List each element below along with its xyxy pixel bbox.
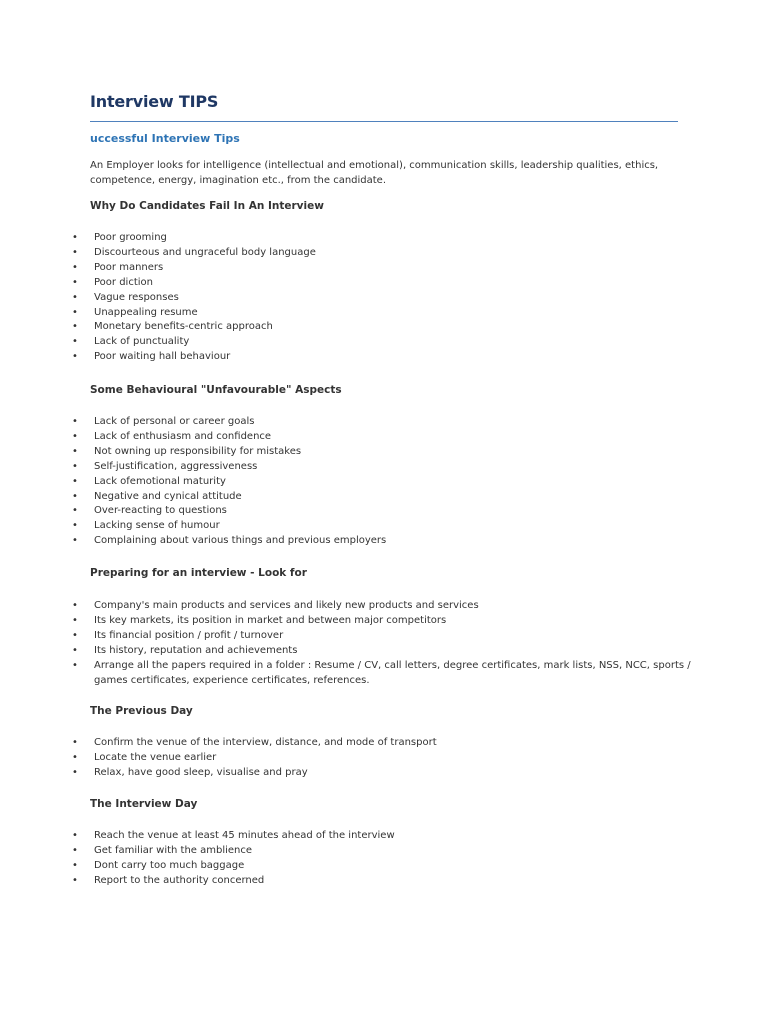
list-item-text: Negative and cynical attitude — [94, 490, 242, 502]
list-item-text: Poor manners — [94, 261, 164, 273]
list-item-text: Its key markets, its position in market and between major competitors — [94, 614, 447, 626]
list-item-text: Confirm the venue of the interview, distance, and mode of transport — [94, 737, 437, 748]
list-item — [72, 350, 692, 365]
list-item-text: Self-justification, aggressiveness — [94, 460, 258, 472]
list-item — [72, 261, 692, 276]
bullet-icon: • — [72, 874, 78, 886]
list-item — [72, 859, 692, 874]
section-heading-interview-day: The Interview Day — [90, 798, 198, 810]
bullet-icon: • — [72, 520, 78, 532]
section-heading-unfavourable-aspects: Some Behavioural "Unfavourable" Aspects — [90, 384, 342, 396]
list-item — [72, 490, 692, 505]
list-item-text: Its financial position / profit / turnover — [94, 629, 284, 641]
list-item — [72, 614, 692, 629]
bullet-icon: • — [72, 629, 78, 641]
list-item — [72, 736, 692, 751]
list-item-text: Locate the venue earlier — [94, 751, 217, 763]
bullet-icon: • — [72, 859, 78, 871]
list-item — [72, 415, 692, 430]
page-title: Interview TIPS — [90, 92, 219, 111]
bullet-icon: • — [72, 306, 78, 318]
list-item — [72, 460, 692, 475]
list-item-text: Lack of enthusiasm and confidence — [94, 430, 272, 442]
bullet-icon: • — [72, 505, 78, 517]
bullet-icon: • — [72, 644, 78, 656]
bullet-icon: • — [72, 291, 78, 303]
section-heading-preparing: Preparing for an interview - Look for — [90, 567, 307, 579]
bullet-icon: • — [72, 535, 78, 547]
list-item — [72, 504, 692, 519]
list-item — [72, 629, 692, 644]
bullet-icon: • — [72, 766, 78, 778]
list-item-text: Poor diction — [94, 276, 153, 288]
list-item — [72, 534, 692, 549]
list-item — [72, 751, 692, 766]
list-item-text: Lack of personal or career goals — [94, 416, 255, 427]
intro-paragraph: An Employer looks for intelligence (intellectual and emotional), communication skills, leadership qualities, ethics, competence, energy, imagination etc., from the candidate. — [90, 160, 659, 186]
list-item — [72, 599, 692, 614]
list-item-text: Complaining about various things and previous employers — [94, 535, 387, 547]
list-item — [72, 445, 692, 460]
list-item — [72, 246, 692, 261]
bullet-icon: • — [72, 351, 78, 363]
section-heading-why-fail: Why Do Candidates Fail In An Interview — [90, 200, 324, 212]
list-item — [72, 276, 692, 291]
list-item-text: Dont carry too much baggage — [94, 859, 245, 871]
list-item — [72, 844, 692, 859]
list-item-text: Over-reacting to questions — [94, 505, 227, 517]
list-item-text: Lack of punctuality — [94, 336, 190, 348]
list-item — [72, 430, 692, 445]
list-item-text: Get familiar with the amblience — [94, 844, 253, 856]
list-item-text: Monetary benefits-centric approach — [94, 321, 273, 333]
bullet-icon: • — [72, 336, 78, 348]
list-item-text: Poor grooming — [94, 232, 167, 243]
bullet-icon: • — [72, 659, 78, 671]
bullet-icon: • — [72, 600, 78, 611]
list-item — [72, 519, 692, 534]
list-item — [72, 320, 692, 335]
bullet-icon: • — [72, 844, 78, 856]
bullet-list-previous-day — [72, 736, 692, 781]
list-item — [72, 475, 692, 490]
list-item-text: Relax, have good sleep, visualise and pray — [94, 766, 308, 778]
list-item-text: Lacking sense of humour — [94, 520, 220, 532]
bullet-list-interview-day — [72, 829, 692, 889]
bullet-icon: • — [72, 751, 78, 763]
bullet-icon: • — [72, 460, 78, 472]
bullet-icon: • — [72, 475, 78, 487]
bullet-icon: • — [72, 445, 78, 457]
list-item-text: Reach the venue at least 45 minutes ahead of the interview — [94, 830, 395, 841]
list-item — [72, 766, 692, 781]
list-item — [72, 306, 692, 321]
list-item — [72, 231, 692, 246]
list-item-text: Its history, reputation and achievements — [94, 644, 298, 656]
page-subtitle: uccessful Interview Tips — [90, 132, 240, 145]
list-item — [72, 291, 692, 306]
bullet-icon: • — [72, 261, 78, 273]
bullet-icon: • — [72, 416, 78, 427]
bullet-icon: • — [72, 321, 78, 333]
list-item-text: Discourteous and ungraceful body language — [94, 246, 316, 258]
bullet-icon: • — [72, 490, 78, 502]
bullet-icon: • — [72, 246, 78, 258]
list-item-text: Vague responses — [94, 291, 179, 303]
bullet-icon: • — [72, 830, 78, 841]
list-item-text: Report to the authority concerned — [94, 874, 265, 886]
bullet-icon: • — [72, 430, 78, 442]
bullet-list-why-fail — [72, 231, 692, 365]
list-item-text: Arrange all the papers required in a folder : Resume / CV, call letters, degree certificates, mark lists, NSS, NCC, sports / games certificates, experience certificates, references. — [94, 659, 691, 686]
list-item-text: Unappealing resume — [94, 306, 198, 318]
list-item — [72, 874, 692, 889]
bullet-icon: • — [72, 232, 78, 243]
list-item-text: Lack ofemotional maturity — [94, 475, 226, 487]
title-divider — [90, 121, 678, 122]
list-item — [72, 335, 692, 350]
bullet-icon: • — [72, 276, 78, 288]
bullet-icon: • — [72, 737, 78, 748]
bullet-list-preparing — [72, 599, 692, 688]
list-item — [72, 659, 692, 689]
bullet-icon: • — [72, 614, 78, 626]
bullet-list-unfavourable-aspects — [72, 415, 692, 549]
list-item-text: Not owning up responsibility for mistakes — [94, 445, 302, 457]
list-item-text: Poor waiting hall behaviour — [94, 351, 231, 363]
list-item-text: Company's main products and services and likely new products and services — [94, 600, 479, 611]
list-item — [72, 829, 692, 844]
section-heading-previous-day: The Previous Day — [90, 705, 193, 717]
list-item — [72, 644, 692, 659]
